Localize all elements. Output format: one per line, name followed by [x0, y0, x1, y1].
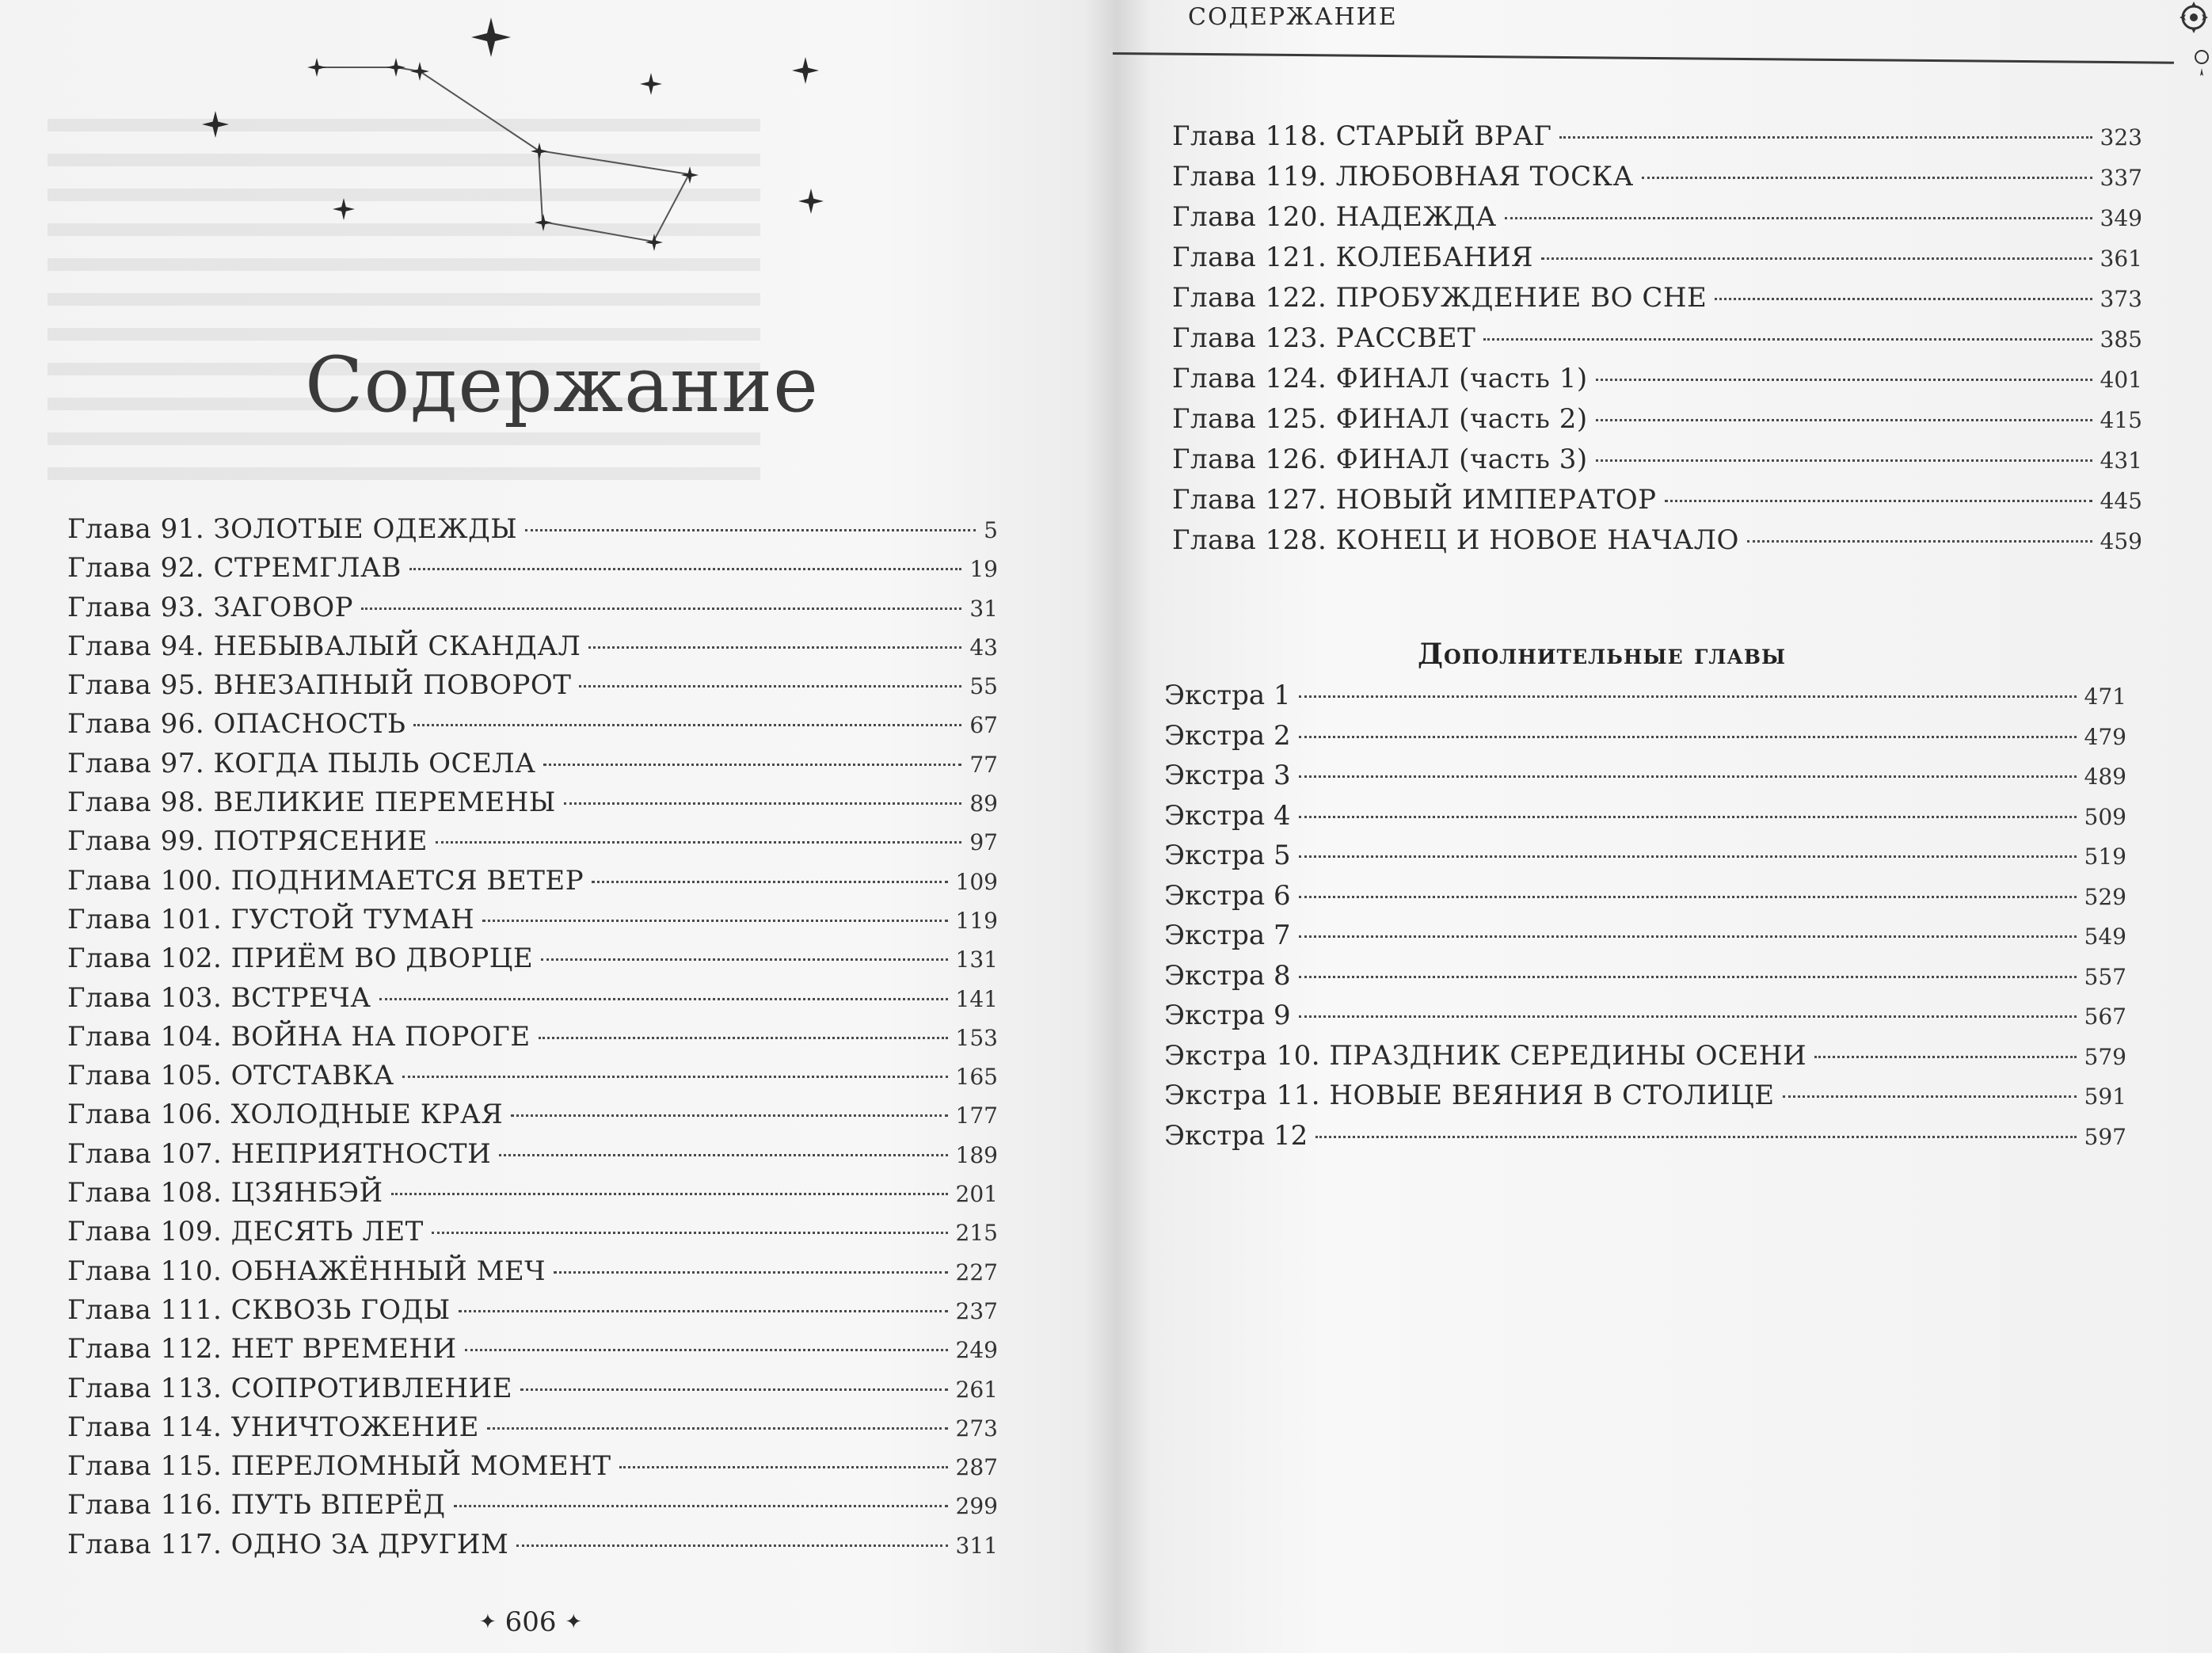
- toc-entry[interactable]: [1172, 444, 2142, 484]
- dot-leader: [619, 1466, 948, 1468]
- entry-title: Глава 99. ПОТРЯСЕНИЕ: [67, 825, 428, 858]
- entry-title: Экстра 10. ПРАЗДНИК СЕРЕДИНЫ ОСЕНИ: [1164, 1039, 1807, 1072]
- running-head: СОДЕРЖАНИЕ: [1188, 3, 1398, 31]
- entry-title: Глава 104. ВОЙНА НА ПОРОГЕ: [67, 1020, 531, 1053]
- dot-leader: [391, 1193, 948, 1195]
- dot-leader: [1783, 1095, 2077, 1098]
- dot-leader: [1642, 177, 2092, 179]
- toc-entry[interactable]: [1164, 1080, 2126, 1120]
- entry-page-number: 153: [955, 1024, 998, 1051]
- toc-entry[interactable]: [67, 1060, 998, 1099]
- entry-title: Глава 124. ФИНАЛ (часть 1): [1172, 363, 1588, 394]
- entry-page-number: 177: [955, 1103, 998, 1129]
- toc-entry[interactable]: [1164, 800, 2126, 840]
- toc-entry[interactable]: [1172, 322, 2142, 363]
- toc-entry[interactable]: [1164, 880, 2126, 920]
- toc-entry[interactable]: [1164, 920, 2126, 960]
- dot-leader: [1299, 896, 2077, 898]
- dot-leader: [436, 841, 961, 844]
- toc-entry[interactable]: [1172, 282, 2142, 322]
- entry-page-number: 459: [2100, 528, 2142, 554]
- entry-page-number: 591: [2084, 1084, 2126, 1110]
- toc-entry[interactable]: [67, 708, 998, 747]
- entry-page-number: 471: [2084, 684, 2126, 710]
- entry-title: Экстра 7: [1164, 920, 1291, 951]
- dot-leader: [554, 1271, 948, 1274]
- dot-leader: [1299, 1015, 2077, 1018]
- dot-leader: [459, 1310, 948, 1312]
- entry-title: Глава 94. НЕБЫВАЛЫЙ СКАНДАЛ: [67, 630, 581, 662]
- entry-page-number: 579: [2084, 1043, 2126, 1070]
- entry-title: Глава 120. НАДЕЖДА: [1172, 201, 1497, 233]
- entry-title: Экстра 11. НОВЫЕ ВЕЯНИЯ В СТОЛИЦЕ: [1164, 1080, 1775, 1111]
- entry-title: Глава 103. ВСТРЕЧА: [67, 981, 371, 1014]
- toc-entry[interactable]: [67, 1138, 998, 1177]
- entry-title: Экстра 2: [1164, 719, 1291, 752]
- dot-leader: [511, 1114, 947, 1117]
- toc-entry[interactable]: [67, 865, 998, 904]
- entry-page-number: 287: [955, 1454, 998, 1481]
- entry-page-number: 5: [984, 517, 998, 543]
- entry-title: Глава 105. ОТСТАВКА: [67, 1060, 394, 1092]
- dot-leader: [1315, 1136, 2076, 1138]
- toc-entry[interactable]: [1172, 161, 2142, 201]
- entry-page-number: 337: [2100, 165, 2142, 191]
- entry-title: Глава 108. ЦЗЯНБЭЙ: [67, 1177, 383, 1209]
- entry-page-number: 261: [955, 1376, 998, 1403]
- entry-page-number: 119: [955, 907, 998, 934]
- toc-entry[interactable]: [1172, 242, 2142, 282]
- toc-entry[interactable]: [67, 1529, 998, 1567]
- entry-page-number: 567: [2084, 1004, 2126, 1030]
- dot-leader: [1596, 379, 2092, 381]
- dot-leader: [1299, 976, 2077, 978]
- toc-entry[interactable]: [1172, 120, 2142, 161]
- toc-entry[interactable]: [1164, 760, 2126, 800]
- dot-leader: [1299, 855, 2077, 858]
- toc-entry[interactable]: [67, 982, 998, 1021]
- dot-leader: [1715, 298, 2092, 300]
- dot-leader: [465, 1349, 948, 1351]
- entry-page-number: 361: [2100, 246, 2142, 272]
- entry-page-number: 227: [955, 1259, 998, 1285]
- entry-page-number: 529: [2084, 883, 2126, 910]
- entry-page-number: 373: [2100, 286, 2142, 312]
- entry-page-number: 311: [955, 1532, 998, 1559]
- dot-leader: [1559, 136, 2092, 139]
- dot-leader: [1814, 1056, 2076, 1058]
- big-dipper-constellation-icon: [182, 8, 847, 269]
- entry-title: Экстра 1: [1164, 680, 1291, 711]
- toc-entry[interactable]: [1172, 201, 2142, 242]
- flower-ornament-icon: [2162, 0, 2212, 95]
- page-title: Содержание: [305, 341, 819, 429]
- dot-leader: [1747, 540, 2092, 543]
- entry-page-number: 189: [955, 1141, 998, 1168]
- toc-entry[interactable]: [67, 592, 998, 630]
- dot-leader: [1596, 419, 2092, 421]
- dot-leader: [564, 802, 962, 805]
- entry-title: Глава 116. ПУТЬ ВПЕРЁД: [67, 1489, 446, 1522]
- entry-title: Экстра 9: [1164, 1000, 1291, 1031]
- toc-entry[interactable]: [1164, 840, 2126, 880]
- dot-leader: [579, 685, 961, 687]
- entry-page-number: 273: [955, 1415, 998, 1442]
- star-ornament-icon: ✦: [565, 1610, 583, 1634]
- entry-page-number: 519: [2084, 844, 2126, 870]
- entry-page-number: 31: [969, 595, 998, 622]
- dot-leader: [487, 1427, 948, 1430]
- dot-leader: [543, 764, 961, 766]
- dot-leader: [413, 724, 961, 726]
- entry-page-number: 549: [2084, 924, 2126, 950]
- entry-title: Глава 117. ОДНО ЗА ДРУГИМ: [67, 1528, 509, 1560]
- dot-leader: [525, 529, 976, 531]
- toc-entry[interactable]: [67, 1216, 998, 1255]
- toc-entry[interactable]: [67, 787, 998, 825]
- toc-entry[interactable]: [67, 825, 998, 864]
- dot-leader: [1299, 695, 2077, 698]
- entry-title: Глава 128. КОНЕЦ И НОВОЕ НАЧАЛО: [1172, 524, 1739, 556]
- entry-page-number: 109: [955, 868, 998, 895]
- entry-page-number: 43: [969, 634, 998, 661]
- entry-page-number: 131: [955, 946, 998, 973]
- dot-leader: [379, 998, 948, 1000]
- dot-leader: [402, 1076, 948, 1078]
- entry-title: Глава 102. ПРИЁМ ВО ДВОРЦЕ: [67, 943, 534, 975]
- dot-leader: [1541, 257, 2092, 260]
- entry-page-number: 489: [2084, 764, 2126, 790]
- entry-title: Глава 114. УНИЧТОЖЕНИЕ: [67, 1411, 479, 1443]
- entry-title: Экстра 4: [1164, 799, 1291, 832]
- left-page: [0, 0, 1093, 1653]
- toc-entry[interactable]: [1164, 1120, 2126, 1160]
- page-number: [479, 1606, 582, 1638]
- entry-title: Глава 96. ОПАСНОСТЬ: [67, 708, 406, 741]
- toc-entry[interactable]: [1164, 960, 2126, 1000]
- entry-title: Глава 95. ВНЕЗАПНЫЙ ПОВОРОТ: [67, 669, 572, 702]
- entry-title: Глава 126. ФИНАЛ (часть 3): [1172, 444, 1588, 475]
- toc-entry[interactable]: [67, 630, 998, 669]
- entry-page-number: 445: [2100, 488, 2142, 514]
- entry-title: Глава 92. СТРЕМГЛАВ: [67, 552, 402, 585]
- dot-leader: [588, 646, 961, 649]
- entry-title: Глава 121. КОЛЕБАНИЯ: [1172, 242, 1533, 273]
- toc-list-left: [67, 513, 998, 1567]
- entry-title: Экстра 8: [1164, 959, 1291, 992]
- toc-entry[interactable]: [1164, 1000, 2126, 1040]
- dot-leader: [432, 1232, 948, 1234]
- entry-page-number: 509: [2084, 803, 2126, 830]
- dot-leader: [1596, 459, 2092, 462]
- toc-list-extras: [1164, 680, 2126, 1160]
- entry-title: Глава 122. ПРОБУЖДЕНИЕ ВО СНЕ: [1172, 282, 1708, 314]
- entry-title: Экстра 12: [1164, 1119, 1308, 1152]
- entry-page-number: 299: [955, 1493, 998, 1520]
- entry-title: Глава 107. НЕПРИЯТНОСТИ: [67, 1137, 492, 1170]
- dot-leader: [1665, 500, 2092, 502]
- entry-title: Глава 113. СОПРОТИВЛЕНИЕ: [67, 1372, 513, 1404]
- entry-title: Глава 106. ХОЛОДНЫЕ КРАЯ: [67, 1099, 504, 1131]
- dot-leader: [361, 607, 961, 610]
- toc-entry[interactable]: [67, 943, 998, 981]
- dot-leader: [482, 920, 947, 922]
- toc-entry[interactable]: [67, 1333, 998, 1372]
- entry-page-number: 249: [955, 1337, 998, 1364]
- entry-title: Глава 125. ФИНАЛ (часть 2): [1172, 403, 1588, 435]
- entry-title: Глава 110. ОБНАЖЁННЫЙ МЕЧ: [67, 1255, 546, 1287]
- toc-entry[interactable]: [1164, 720, 2126, 760]
- toc-entry[interactable]: [67, 1450, 998, 1489]
- dot-leader: [409, 568, 962, 570]
- entry-title: Глава 98. ВЕЛИКИЕ ПЕРЕМЕНЫ: [67, 787, 556, 819]
- dot-leader: [520, 1388, 948, 1391]
- entry-page-number: 415: [2100, 407, 2142, 433]
- entry-title: Глава 115. ПЕРЕЛОМНЫЙ МОМЕНТ: [67, 1450, 611, 1483]
- toc-entry[interactable]: [67, 1294, 998, 1333]
- entry-page-number: 77: [969, 751, 998, 778]
- dot-leader: [1299, 736, 2077, 738]
- dot-leader: [1299, 775, 2077, 778]
- toc-entry[interactable]: [67, 1021, 998, 1060]
- toc-entry[interactable]: [1172, 403, 2142, 444]
- toc-entry[interactable]: [1164, 680, 2126, 720]
- entry-title: Глава 91. ЗОЛОТЫЕ ОДЕЖДЫ: [67, 513, 518, 545]
- toc-entry[interactable]: [67, 669, 998, 708]
- entry-title: Глава 119. ЛЮБОВНАЯ ТОСКА: [1172, 161, 1634, 192]
- folio-number: 606: [504, 1606, 557, 1638]
- toc-list-right: [1172, 120, 2142, 565]
- dot-leader: [516, 1544, 947, 1547]
- entry-page-number: 597: [2084, 1123, 2126, 1150]
- entry-title: Глава 127. НОВЫЙ ИМПЕРАТОР: [1172, 484, 1657, 516]
- entry-title: Глава 112. НЕТ ВРЕМЕНИ: [67, 1333, 457, 1365]
- dot-leader: [1299, 816, 2077, 818]
- dot-leader: [1483, 338, 2092, 341]
- entry-title: Глава 97. КОГДА ПЫЛЬ ОСЕЛА: [67, 747, 536, 779]
- entry-page-number: 97: [969, 829, 998, 856]
- entry-title: Экстра 3: [1164, 760, 1291, 791]
- toc-entry[interactable]: [1172, 524, 2142, 565]
- entry-page-number: 557: [2084, 963, 2126, 990]
- dot-leader: [454, 1505, 948, 1507]
- extras-section-heading: Дополнительные главы: [1418, 638, 1787, 671]
- toc-entry[interactable]: [1164, 1040, 2126, 1080]
- entry-page-number: 201: [955, 1181, 998, 1208]
- entry-page-number: 349: [2100, 205, 2142, 231]
- toc-entry[interactable]: [67, 1373, 998, 1411]
- star-ornament-icon: ✦: [479, 1610, 497, 1634]
- entry-title: Экстра 6: [1164, 879, 1291, 912]
- toc-entry[interactable]: [67, 1255, 998, 1294]
- entry-page-number: 237: [955, 1297, 998, 1324]
- entry-title: Глава 111. СКВОЗЬ ГОДЫ: [67, 1293, 451, 1326]
- entry-page-number: 165: [955, 1064, 998, 1091]
- toc-entry[interactable]: [67, 1489, 998, 1528]
- entry-page-number: 479: [2084, 723, 2126, 750]
- toc-entry[interactable]: [67, 1411, 998, 1450]
- entry-title: Глава 118. СТАРЫЙ ВРАГ: [1172, 120, 1552, 152]
- entry-page-number: 323: [2100, 124, 2142, 150]
- entry-title: Глава 101. ГУСТОЙ ТУМАН: [67, 903, 475, 935]
- entry-page-number: 431: [2100, 448, 2142, 474]
- entry-title: Глава 109. ДЕСЯТЬ ЛЕТ: [67, 1216, 424, 1248]
- dot-leader: [1505, 217, 2092, 219]
- dot-leader: [1299, 935, 2077, 938]
- toc-entry[interactable]: [67, 1177, 998, 1216]
- entry-title: Глава 100. ПОДНИМАЕТСЯ ВЕТЕР: [67, 864, 584, 897]
- toc-entry[interactable]: [67, 748, 998, 787]
- toc-entry[interactable]: [67, 1099, 998, 1137]
- toc-entry[interactable]: [67, 513, 998, 552]
- toc-entry[interactable]: [67, 904, 998, 943]
- dot-leader: [539, 1037, 948, 1039]
- entry-page-number: 89: [969, 790, 998, 817]
- entry-title: Глава 123. РАССВЕТ: [1172, 322, 1476, 354]
- entry-title: Экстра 5: [1164, 840, 1291, 871]
- dot-leader: [541, 958, 947, 961]
- entry-page-number: 55: [969, 673, 998, 700]
- toc-entry[interactable]: [1172, 363, 2142, 403]
- entry-page-number: 215: [955, 1220, 998, 1247]
- dot-leader: [499, 1154, 947, 1156]
- toc-entry[interactable]: [67, 552, 998, 591]
- entry-page-number: 67: [969, 712, 998, 739]
- entry-title: Глава 93. ЗАГОВОР: [67, 591, 354, 623]
- entry-page-number: 141: [955, 985, 998, 1012]
- entry-page-number: 19: [969, 556, 998, 583]
- entry-page-number: 385: [2100, 326, 2142, 352]
- toc-entry[interactable]: [1172, 484, 2142, 524]
- dot-leader: [592, 881, 947, 883]
- entry-page-number: 401: [2100, 367, 2142, 393]
